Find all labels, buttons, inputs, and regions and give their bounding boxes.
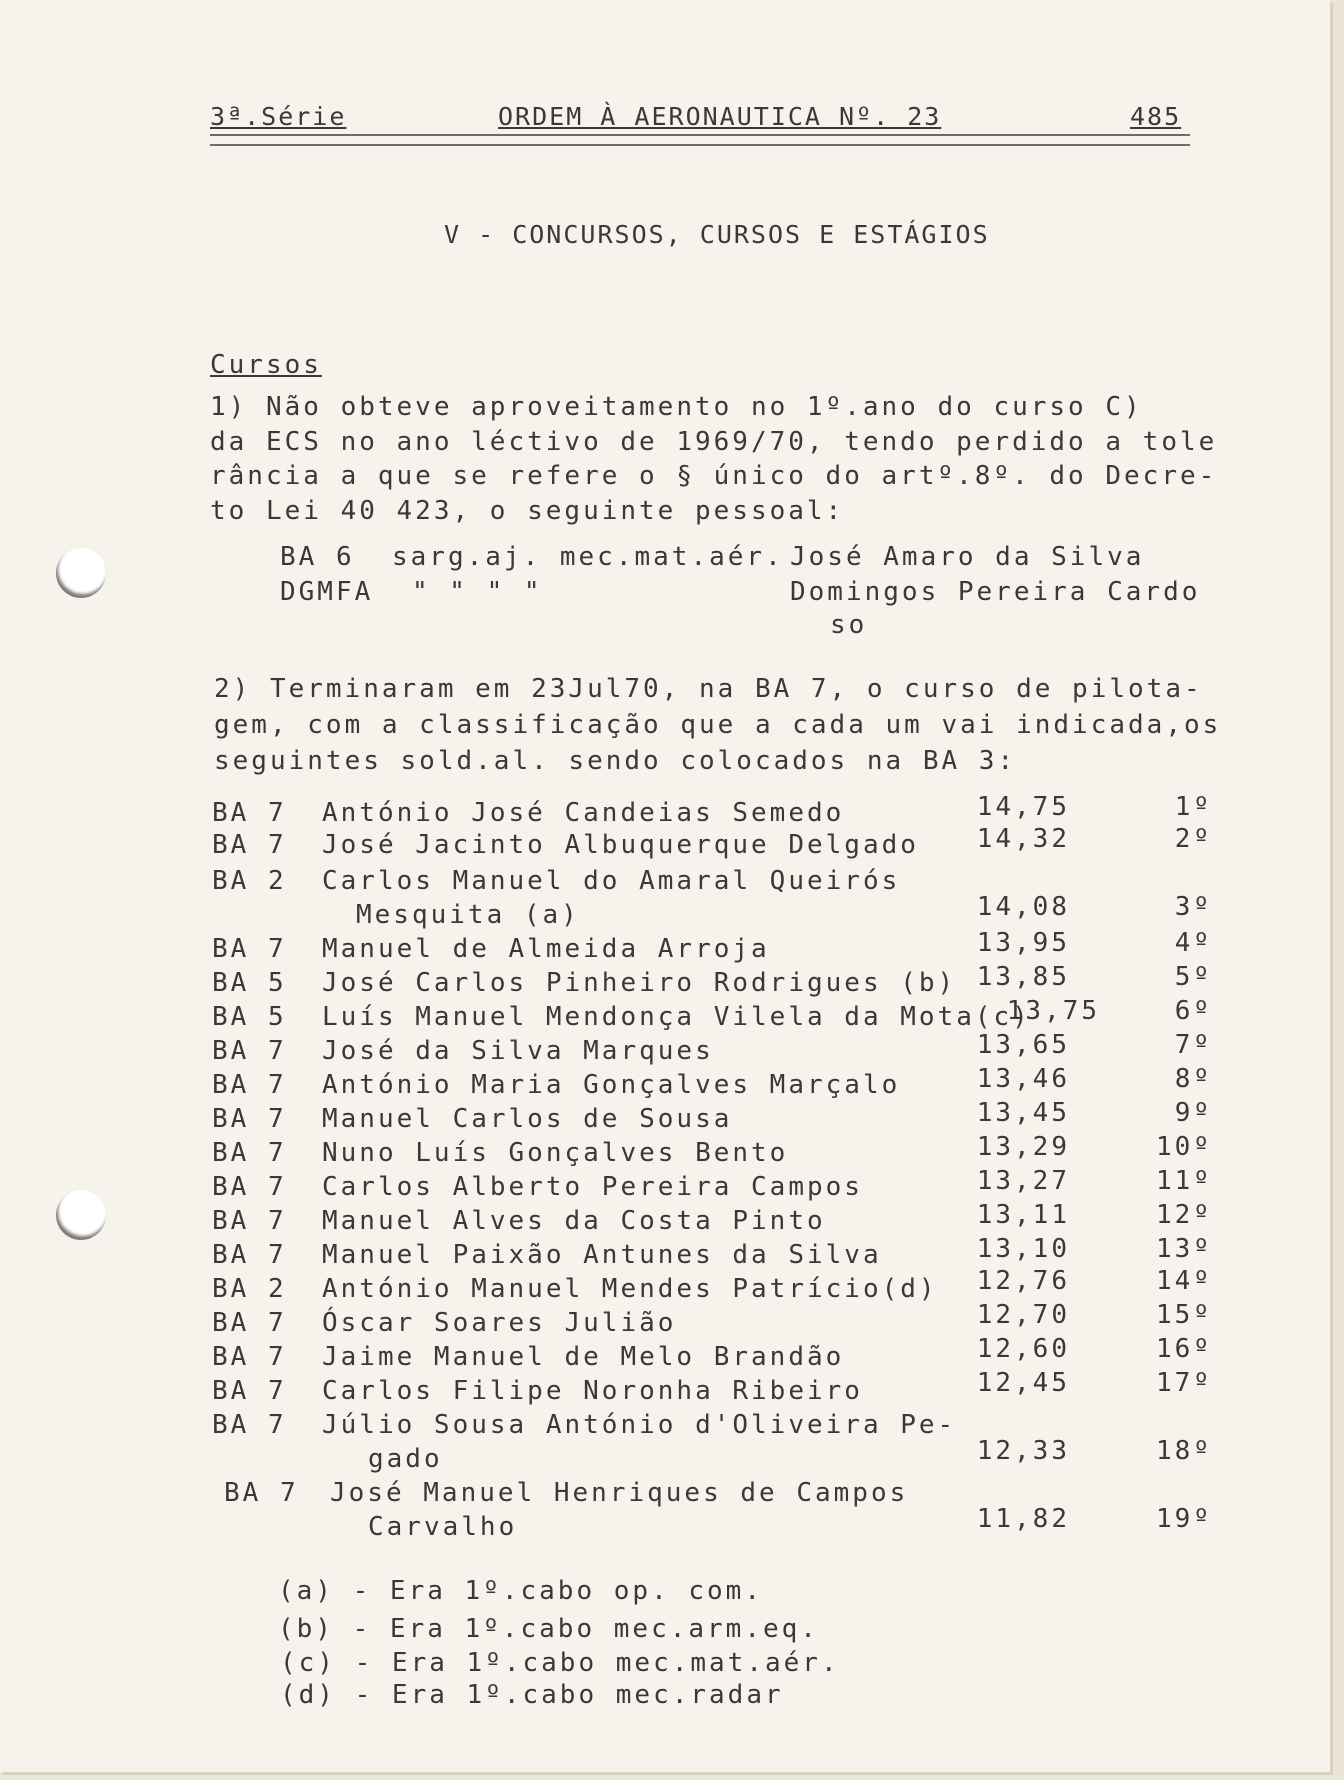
- row-rank: 5º: [1174, 962, 1212, 992]
- row-score: 13,75: [1006, 996, 1100, 1026]
- row-rank: 16º: [1156, 1334, 1212, 1364]
- subsection-title: Cursos: [210, 350, 322, 380]
- row-unit: BA 7: [212, 934, 287, 964]
- row-rank: 11º: [1156, 1166, 1212, 1196]
- personnel-rank: " " " ": [412, 577, 543, 607]
- footnote: (d) - Era 1º.cabo mec.radar: [280, 1680, 784, 1710]
- row-name: Manuel Paixão Antunes da Silva: [322, 1240, 882, 1270]
- row-name: Júlio Sousa António d'Oliveira Pe-: [322, 1410, 957, 1440]
- row-name: Jaime Manuel de Melo Brandão: [322, 1342, 845, 1372]
- row-score: 13,29: [976, 1132, 1070, 1162]
- row-score: 13,46: [976, 1064, 1070, 1094]
- row-score: 13,45: [976, 1098, 1070, 1128]
- row-name: António Manuel Mendes Patrício(d): [322, 1274, 938, 1304]
- row-name: António Maria Gonçalves Marçalo: [322, 1070, 901, 1100]
- personnel-name-continuation: so: [830, 610, 868, 640]
- paragraph-line: to Lei 40 423, o seguinte pessoal:: [210, 496, 845, 526]
- row-name: Carlos Alberto Pereira Campos: [322, 1172, 863, 1202]
- row-unit: BA 7: [212, 1104, 287, 1134]
- header-double-rule: [210, 134, 1190, 146]
- personnel-rank: sarg.aj. mec.mat.aér.: [392, 542, 784, 572]
- row-unit: BA 7: [212, 1070, 287, 1100]
- series-label: 3ª.Série: [210, 102, 347, 131]
- row-score: 13,11: [976, 1200, 1070, 1230]
- row-rank: 6º: [1174, 996, 1212, 1026]
- row-score: 14,32: [976, 824, 1070, 854]
- row-rank: 7º: [1174, 1030, 1212, 1060]
- row-rank: 2º: [1174, 824, 1212, 854]
- paragraph-line: da ECS no ano léctivo de 1969/70, tendo perdido a tole: [210, 427, 1218, 457]
- row-score: 12,60: [976, 1334, 1070, 1364]
- row-unit: BA 7: [212, 1410, 287, 1440]
- paragraph-line: 1) Não obteve aproveitamento no 1º.ano do curso C): [210, 392, 1143, 422]
- row-unit: BA 7: [212, 1308, 287, 1338]
- row-score: 12,33: [976, 1436, 1070, 1466]
- row-unit: BA 7: [212, 1240, 287, 1270]
- row-score: 14,75: [976, 792, 1070, 822]
- footnote: (b) - Era 1º.cabo mec.arm.eq.: [278, 1614, 819, 1644]
- row-unit: BA 7: [212, 1138, 287, 1168]
- row-rank: 8º: [1174, 1064, 1212, 1094]
- row-score: 13,27: [976, 1166, 1070, 1196]
- row-name: Óscar Soares Julião: [322, 1308, 677, 1338]
- row-name: Luís Manuel Mendonça Vilela da Mota(c): [322, 1002, 1031, 1032]
- row-name-continuation: gado: [368, 1444, 443, 1474]
- punch-hole: [56, 1190, 106, 1240]
- paragraph-line: 2) Terminaram em 23Jul70, na BA 7, o curso de pilota-: [214, 674, 1203, 704]
- row-name: José Carlos Pinheiro Rodrigues (b): [322, 968, 957, 998]
- row-score: 13,65: [976, 1030, 1070, 1060]
- row-score: 13,10: [976, 1234, 1070, 1264]
- row-unit: BA 2: [212, 1274, 287, 1304]
- row-unit: BA 5: [212, 1002, 287, 1032]
- row-rank: 4º: [1174, 928, 1212, 958]
- row-rank: 14º: [1156, 1266, 1212, 1296]
- row-rank: 3º: [1174, 892, 1212, 922]
- row-score: 13,85: [976, 962, 1070, 992]
- row-rank: 19º: [1156, 1504, 1212, 1534]
- paragraph-line: seguintes sold.al. sendo colocados na BA 3:: [214, 746, 1017, 776]
- personnel-unit: DGMFA: [280, 577, 374, 607]
- row-rank: 18º: [1156, 1436, 1212, 1466]
- row-name: Manuel Alves da Costa Pinto: [322, 1206, 826, 1236]
- footnote: (a) - Era 1º.cabo op. com.: [278, 1576, 763, 1606]
- row-rank: 13º: [1156, 1234, 1212, 1264]
- row-score: 12,45: [976, 1368, 1070, 1398]
- row-name: Nuno Luís Gonçalves Bento: [322, 1138, 789, 1168]
- row-unit: BA 7: [212, 830, 287, 860]
- page-number: 485: [1130, 102, 1182, 131]
- row-unit: BA 5: [212, 968, 287, 998]
- footnote: (c) - Era 1º.cabo mec.mat.aér.: [280, 1648, 840, 1678]
- row-name: Carlos Filipe Noronha Ribeiro: [322, 1376, 863, 1406]
- row-name: José da Silva Marques: [322, 1036, 714, 1066]
- row-rank: 17º: [1156, 1368, 1212, 1398]
- row-unit: BA 7: [224, 1478, 299, 1508]
- personnel-name: Domingos Pereira Cardo: [790, 577, 1201, 607]
- row-rank: 9º: [1174, 1098, 1212, 1128]
- row-name: José Manuel Henriques de Campos: [330, 1478, 909, 1508]
- row-name: José Jacinto Albuquerque Delgado: [322, 830, 919, 860]
- punch-hole: [56, 548, 106, 598]
- row-score: 13,95: [976, 928, 1070, 958]
- row-score: 12,76: [976, 1266, 1070, 1296]
- row-unit: BA 7: [212, 1172, 287, 1202]
- row-rank: 12º: [1156, 1200, 1212, 1230]
- personnel-name: José Amaro da Silva: [790, 542, 1145, 572]
- paragraph-line: rância a que se refere o § único do artº.8º. do Decre-: [210, 461, 1218, 491]
- row-rank: 10º: [1156, 1132, 1212, 1162]
- row-name-continuation: Mesquita (a): [356, 900, 580, 930]
- row-unit: BA 2: [212, 866, 287, 896]
- row-rank: 1º: [1174, 792, 1212, 822]
- row-name: Manuel Carlos de Sousa: [322, 1104, 733, 1134]
- row-unit: BA 7: [212, 1342, 287, 1372]
- section-title: V - CONCURSOS, CURSOS E ESTÁGIOS: [444, 220, 990, 249]
- row-name: António José Candeias Semedo: [322, 798, 845, 828]
- row-unit: BA 7: [212, 1036, 287, 1066]
- row-score: 14,08: [976, 892, 1070, 922]
- row-unit: BA 7: [212, 1206, 287, 1236]
- document-title: ORDEM À AERONAUTICA Nº. 23: [498, 102, 942, 131]
- row-name: Manuel de Almeida Arroja: [322, 934, 770, 964]
- row-unit: BA 7: [212, 798, 287, 828]
- row-score: 12,70: [976, 1300, 1070, 1330]
- paragraph-line: gem, com a classificação que a cada um vai indicada,os: [214, 710, 1222, 740]
- row-name: Carlos Manuel do Amaral Queirós: [322, 866, 901, 896]
- row-unit: BA 7: [212, 1376, 287, 1406]
- row-name-continuation: Carvalho: [368, 1512, 518, 1542]
- row-rank: 15º: [1156, 1300, 1212, 1330]
- row-score: 11,82: [976, 1504, 1070, 1534]
- personnel-unit: BA 6: [280, 542, 355, 572]
